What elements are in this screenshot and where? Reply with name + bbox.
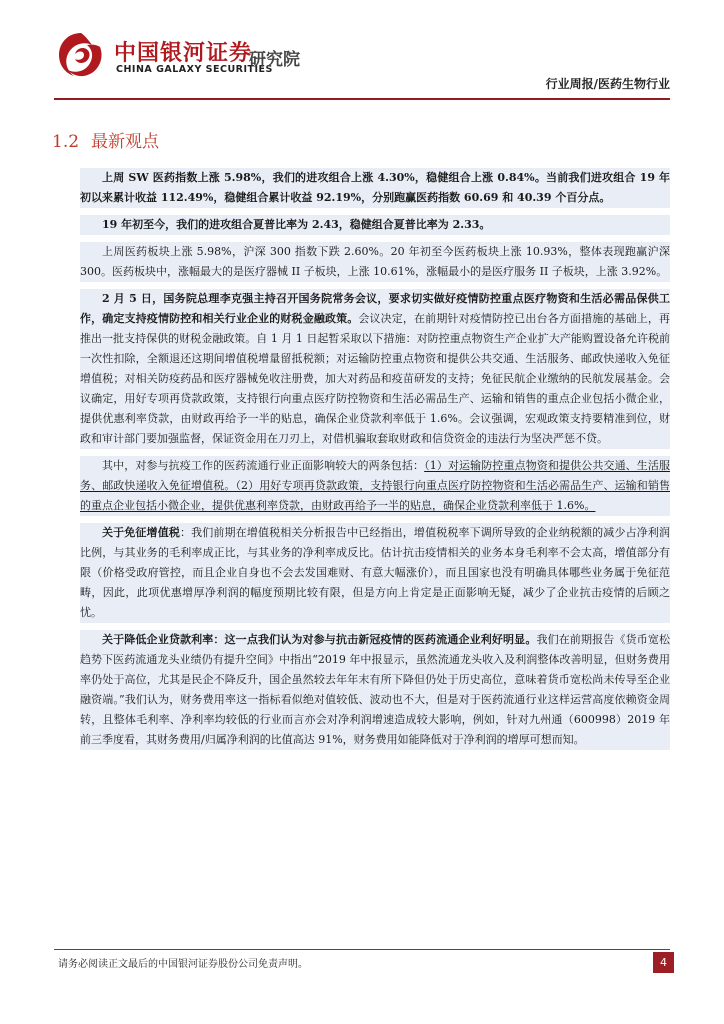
page-header (0, 0, 724, 100)
logo-chinese-name: 中国银河证券 (114, 41, 253, 66)
logo-english-name: CHINA GALAXY SECURITIES (116, 64, 273, 75)
section-title: 最新观点 (91, 132, 160, 152)
sector-performance-text: 上周医药板块上涨 5.98%，沪深 300 指数下跌 2.60%。20 年初至今医药板块上涨 10.93%，整体表现跑赢沪深 300。医药板块中，涨幅最大的是医疗器械 II 子板块，上涨 10.61%，涨幅最小的是医疗服务 II 子板块，上涨 3.92%。 (80, 245, 670, 278)
footer-divider (54, 949, 670, 950)
paragraph-vat-exemption (80, 523, 670, 623)
institute-label: 研究院 (249, 50, 300, 70)
section-number: 1.2 (52, 132, 80, 152)
report-body (52, 130, 671, 750)
policy-impact-underlined: （1）对运输防控重点物资和提供公共交通、生活服务、邮政快递收入免征增值税。（2）用好专项再贷款政策，支持银行向重点医疗防控物资和生活必需品生产、运输和销售的重点企业包括小微企业，提供优惠利率贷款，由财政再给予一半的贴息，确保企业贷款利率低于 1.6%。 (80, 459, 670, 512)
paragraph-state-council-meeting (80, 289, 670, 449)
paragraph-sector-performance (80, 242, 670, 282)
paragraph-sharpe-ratio (80, 215, 670, 235)
page-number: 4 (653, 952, 674, 973)
sharpe-ratio-text: 19 年初至今，我们的进攻组合夏普比率为 2.43，稳健组合夏普比率为 2.33。 (102, 218, 491, 231)
header-divider (54, 98, 670, 100)
vat-exemption-label: 关于免征增值税 (102, 526, 180, 539)
paragraph-loan-rate (80, 630, 670, 750)
galaxy-logo-icon (56, 30, 106, 80)
paragraph-portfolio-returns (80, 168, 670, 208)
footer-disclaimer: 请务必阅读正文最后的中国银河证券股份公司免责声明。 (58, 959, 308, 970)
state-council-text: 会议决定，在前期针对疫情防控已出台各方面措施的基础上，再推出一批支持保供的财税金融政策。自 1 月 1 日起暂采取以下措施：对防控重点物资生产企业扩大产能购置设备允许税前一次性扣除，全额退还这期间增值税增量留抵税额；对运输防控重点物资和提供公共交通、生活服务、邮政快递收入免征增值税；对相关防疫药品和医疗器械免收注册费，加大对药品和疫苗研发的支持；免征民航企业缴纳的民航发展基金。会议确定，用好专项再贷款政策，支持银行向重点医疗防控物资和生活必需品生产、运输和销售的重点企业包括小微企业，提供优惠利率贷款，由财政再给予一半的贴息，确保企业贷款利率低于 1.6%。会议强调，宏观政策支持要精准到位，财政和审计部门要加强监督，保证资金用在刀刃上，对借机骗取套取财政和信贷资金的违法行为坚决严惩不贷。 (80, 312, 671, 445)
policy-impact-intro: 其中，对参与抗疫工作的医药流通行业正面影响较大的两条包括： (102, 459, 425, 472)
vat-exemption-text: ：我们前期在增值税相关分析报告中已经指出，增值税税率下调所导致的企业纳税额的减少占净利润比例，与其业务的毛利率成正比，与其业务的净利率成反比。估计抗击疫情相关的业务本身毛利率不会太高，增值部分有限（价格受政府管控，而且企业自身也不会去发国难财、有意大幅涨价），而且国家也没有明确具体哪些业务属于免征范畴，因此，此项优惠增厚净利润的幅度预期比较有限，但是方向上肯定是正面影响无疑，减少了企业抗击疫情的后顾之忧。 (80, 526, 671, 619)
state-council-lead: 2 月 5 日，国务院总理李克强主持召开国务院常务会议，要求切实做好疫情防控重点医疗物资和生活必需品保供工作，确定支持疫情防控和相关行业企业的财税金融政策。 (80, 292, 670, 325)
portfolio-returns-text: 上周 SW 医药指数上涨 5.98%，我们的进攻组合上涨 4.30%，稳健组合上涨 0.84%。当前我们进攻组合 19 年初以来累计收益 112.49%，稳健组合累计收益 92.19%，分别跑赢医药指数 60.69 和 40.39 个百分点。 (80, 171, 670, 204)
loan-rate-text: 我们在前期报告《货币宽松趋势下医药流通龙头业绩仍有提升空间》中指出“2019 年中报显示，虽然流通龙头收入及利润整体改善明显，但财务费用率仍处于高位，尤其是民企不降反升，国企虽然较去年年末有所下降但仍处于历史高位，意味着货币宽松尚未传导至企业融资端。”我们认为，财务费用率这一指标看似绝对值较低、波动也不大，但是对于医药流通行业这样运营高度依赖资金周转，且整体毛利率、净利率均较低的行业而言亦会对净利润增速造成较大影响，例如，针对九州通（600998）2019 年前三季度看，其财务费用/归属净利润的比值高达 91%，财务费用如能降低对于净利润的增厚可想而知。 (80, 633, 671, 746)
report-type: 行业周报/医药生物行业 (545, 77, 670, 91)
section-heading (52, 130, 670, 154)
paragraph-policy-impact (80, 456, 670, 516)
loan-rate-lead: 关于降低企业贷款利率：这一点我们认为对参与抗击新冠疫情的医药流通企业利好明显。 (102, 633, 537, 646)
